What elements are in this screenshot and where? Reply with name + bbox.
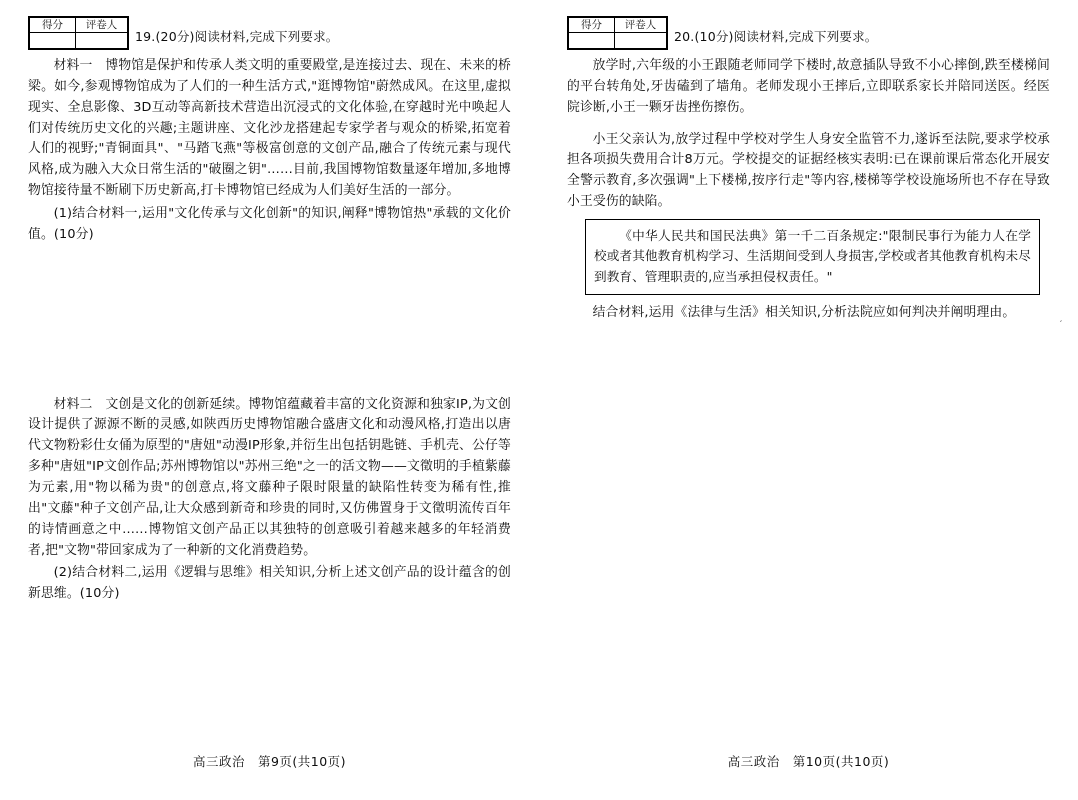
material-one-paragraph: 材料一 博物馆是保护和传承人类文明的重要殿堂,是连接过去、现在、未来的桥梁。如今,参观博物馆成为了人们的一种生活方式,"逛博物馆"蔚然成风。在这里,虚拟现实、全息影像、3D互动等高新技术营造出沉浸式的文化体验,在穿越时光中唤起人们对传统历史文化的兴趣;主题讲座、文化沙龙搭建起专家学者与观众的桥梁,拓宽着人们的视野;"青铜面具"、"马踏飞燕"等极富创意的文创产品,融合了传统元素与现代风格,成为融入大众日常生活的"破圈之钥"……目前,我国博物馆数量逐年增加,多地博物馆接待量不断刷下历史新高,打卡博物馆已经成为人们美好生活的一部分。 <box>28 58 511 199</box>
score-label-right: 得分 <box>569 18 615 33</box>
paragraph-gap <box>567 120 1050 130</box>
question-20-header <box>567 14 1050 50</box>
question-20-prompt: 结合材料,运用《法律与生活》相关知识,分析法院应如何判决并阐明理由。 <box>592 305 1016 321</box>
material-two-paragraph: 材料二 文创是文化的创新延续。博物馆蕴藏着丰富的文化资源和独家IP,为文创设计提供了源源不断的灵感,如陕西历史博物馆融合盛唐文化和动漫风格,打造出以唐代文物粉彩仕女俑为原型的"唐妞"动漫IP形象,并衍生出包括钥匙链、手机壳、公仔等多种"唐妞"IP文创作品;苏州博物馆以"苏州三绝"之一的活文物——文徵明的手植紫藤为元素,用"物以稀为贵"的创意点,将文藤种子限时限量的缺陷性转变为稀有性,推出"文藤"种子文创产品,让大众感到新奇和珍贵的同时,又仿佛置身于文徵明流传百年的诗情画意之中……博物馆文创产品正以其独特的创意吸引着越来越多的年轻消费者,把"文物"带回家成为了一种新的文化消费趋势。 <box>28 396 511 558</box>
marker-cell-right <box>615 33 667 49</box>
question-19-part2: (2)结合材料二,运用《逻辑与思维》相关知识,分析上述文创产品的设计蕴含的创新思维。(10分) <box>28 565 511 602</box>
score-cell-left <box>30 33 76 49</box>
right-page <box>539 0 1078 800</box>
page-edge-mark: ′ <box>1059 320 1062 330</box>
law-quote-text: 《中华人民共和国民法典》第一千二百条规定:"限制民事行为能力人在学校或者其他教育机构学习、生活期间受到人身损害,学校或者其他教育机构未尽到教育、管理职责的,应当承担侵权责任。" <box>594 227 1031 284</box>
score-label-left: 得分 <box>30 18 76 33</box>
footer-left: 高三政治 第9页(共10页) <box>192 754 347 769</box>
question-19-header <box>28 14 511 50</box>
question-19-part1: (1)结合材料一,运用"文化传承与文化创新"的知识,阐释"博物馆热"承载的文化价值。(10分) <box>28 205 511 242</box>
marker-cell-left <box>76 33 128 49</box>
marker-label-right: 评卷人 <box>615 18 667 33</box>
answer-space-1 <box>28 247 511 395</box>
question-19-title: 19.(20分)阅读材料,完成下列要求。 <box>135 29 339 44</box>
marker-label-left: 评卷人 <box>76 18 128 33</box>
question-20-paragraph-2: 小王父亲认为,放学过程中学校对学生人身安全监管不力,遂诉至法院,要求学校承担各项损失费用合计8万元。学校提交的证据经核实表明:已在课前课后常态化开展安全警示教育,多次强调"上下楼梯,按序行走"等内容,楼梯等学校设施场所也不存在导致小王受伤的缺陷。 <box>567 131 1050 210</box>
law-quote-box <box>585 219 1040 295</box>
question-20-paragraph-1: 放学时,六年级的小王跟随老师同学下楼时,故意插队导致不小心摔倒,跌至楼梯间的平台转角处,牙齿磕到了墙角。老师发现小王摔后,立即联系家长并陪同送医。经医院诊断,小王一颗牙齿挫伤擦伤。 <box>567 58 1050 115</box>
footer-right: 高三政治 第10页(共10页) <box>727 754 890 769</box>
score-table-left <box>28 16 129 50</box>
score-cell-right <box>569 33 615 49</box>
score-table-right <box>567 16 668 50</box>
question-20-title: 20.(10分)阅读材料,完成下列要求。 <box>674 29 878 44</box>
